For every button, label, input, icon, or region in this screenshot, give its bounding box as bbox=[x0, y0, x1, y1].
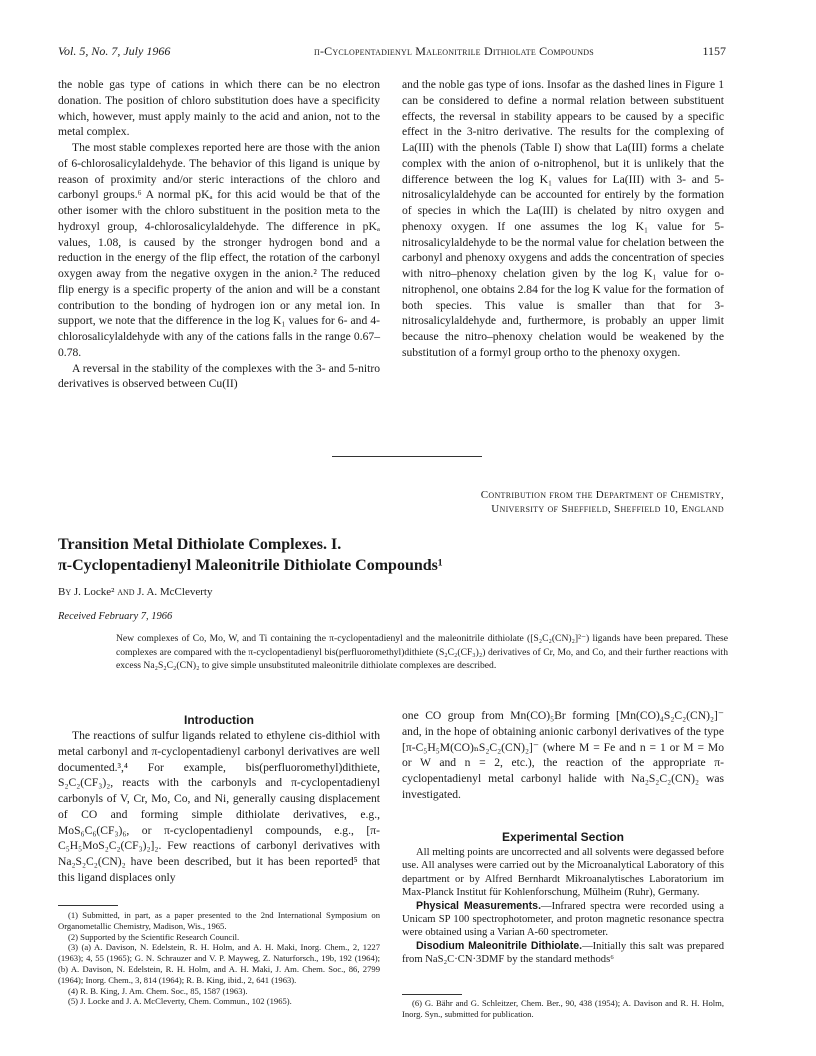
paragraph: The reactions of sulfur ligands related to ethylene cis-dithiol with metal carbonyl and π-cyclopentadienyl carbonyl derivatives are well documented.³,⁴ For example, bis(perfluoromethyl)dithiete, S₂C₂(CF₃)₂, reacts with the carbonyls and π-cyclopentadienyl carbonyls of V, Cr, Mo, Co, and Ni, generally causing displacement of CO and forming simple dithiolate derivatives, e.g., MoS₆C₆(CF₃)₆, or π-cyclopentadienyl compounds, e.g., [π-C₅H₅MoS₂C₂(CF₃)₂]₂. Few reactions of carbonyl derivatives with Na₂S₂C₂(CN)₂ have been described, but it has been reported⁵ that this ligand displaces only bbox=[58, 729, 380, 884]
section-divider bbox=[332, 456, 482, 457]
footnote-rule bbox=[402, 994, 462, 995]
introduction-left bbox=[58, 728, 380, 886]
by-word: By bbox=[58, 586, 72, 598]
received-date: Received February 7, 1966 bbox=[58, 611, 173, 622]
and-word: and bbox=[117, 586, 135, 598]
paragraph: the noble gas type of cations in which there can be no electron donation. The position of chloro substitution does have a specificity which, however, must apply mainly to the acid and anion, not to the metal complex. bbox=[58, 78, 380, 139]
paragraph: Disodium Maleonitrile Dithiolate.—Initially this salt was prepared from NaS₂C·CN·3DMF by the standard methods⁶ bbox=[402, 939, 725, 966]
author: J. Locke² bbox=[73, 586, 115, 598]
affiliation-line: Contribution from the Department of Chemistry, bbox=[480, 489, 724, 501]
subsection-heading: Disodium Maleonitrile Dithiolate. bbox=[416, 939, 583, 952]
abstract: New complexes of Co, Mo, W, and Ti containing the π-cyclopentadienyl and the maleonitrile dithiolate ([S₂C₂(CN)₂]²⁻) ligands have been prepared. These complexes are compared with the π-cyclopentadienyl bis(perfluoromethyl)dithiete (S₂C₂(CF₃)₂) derivatives of Cr, Mo, and Co, and their further reactions with excess Na₂S₂C₂(CN)₂ to give simple unsubstituted maleonitrile dithiolate complexes are described. bbox=[116, 633, 728, 672]
footnote: (2) Supported by the Scientific Research Council. bbox=[68, 931, 240, 942]
footnote: (5) J. Locke and J. A. McCleverty, Chem. Commun., 102 (1965). bbox=[68, 996, 292, 1007]
footnote: (6) G. Bähr and G. Schleitzer, Chem. Ber., 90, 438 (1954); A. Davison and R. H. Holm, Inorg. Syn., submitted for publication. bbox=[402, 998, 724, 1019]
footnote: (3) (a) A. Davison, N. Edelstein, R. H. Holm, and A. H. Maki, Inorg. Chem., 2, 1227 (1963); 4, 55 (1965); G. N. Schrauzer and V. P. Mayweg, Z. Naturforsch., 19b, 192 (1964); (b) A. Davison, N. Edelstein, R. H. Holm, and A. H. Maki, J. Am. Chem. Soc., 86, 2799 (1964); Inorg. Chem., 3, 814 (1964); R. B. King, ibid., 2, 641 (1963). bbox=[58, 942, 380, 985]
right-column-top bbox=[402, 77, 724, 361]
affiliation-line: University of Sheffield, Sheffield 10, England bbox=[491, 503, 724, 515]
paragraph: one CO group from Mn(CO)₅Br forming [Mn(CO)₄S₂C₂(CN)₂]⁻ and, in the hope of obtaining anionic carbonyl derivatives of the type [π-C₅H₅M(CO)ₙS₂C₂(CN)₂]⁻ (where M = Fe and n = 1 or M = Mo or W and n = 2, etc.), the reaction of the appropriate π-cyclopentadienyl metal carbonyl halide with Na₂S₂C₂(CN)₂ was investigated. bbox=[402, 709, 724, 801]
journal-volume: Vol. 5, No. 7, July 1966 bbox=[58, 44, 171, 58]
footnote-rule bbox=[58, 905, 118, 906]
footnote: (1) Submitted, in part, as a paper presented to the 2nd International Symposium on Organometallic Chemistry, Madison, Wis., 1965. bbox=[58, 910, 380, 931]
article-title bbox=[58, 534, 658, 576]
paragraph: and the noble gas type of ions. Insofar as the dashed lines in Figure 1 can be considered to define a normal relation between substituent effects, the reversal in stability appears to be caused by a specific effect in the 3-nitro derivative. The results for the complexing of La(III) with the phenols (Table I) show that La(III) forms a chelate complex with the anion of o-nitrophenol, but it is unlikely that the difference between the log K₁ values for La(III) with 3- and 5-nitrosalicylaldehyde can be accounted for entirely by the formation of species in which the La(III) is chelated by nitro oxygen and phenoxy oxygen. If one assumes the log K₁ value for 5-nitrosalicylaldehyde to be the normal value for chelation between the carbonyl and phenoxy oxygens and adds the concentration of species with nitro–phenoxy chelation given by the log K₁ value for o-nitrophenol, one obtains 2.84 for the log K value for the formation of both species. This value is smaller than that for 3-nitrosalicylaldehyde and, furthermore, is probably an upper limit because the nitro–phenoxy chelation would be weakened by the substitution of a formyl group ortho to the phenoxy oxygen. bbox=[402, 78, 724, 359]
subsection-heading: Physical Measurements. bbox=[416, 899, 542, 912]
paragraph: Physical Measurements.—Infrared spectra were recorded using a Unicam SP 100 spectrophotometer, and proton magnetic resonance spectra were obtained using a Varian A-60 spectrometer. bbox=[402, 899, 724, 939]
paragraph: The most stable complexes reported here are those with the anion of 6-chlorosalicylaldehyde. The behavior of this ligand is unique by reason of proximity and/or steric interactions of the chloro and carbonyl groups.⁶ A normal pKₐ for this acid would be that of the other isomer with the chloro substituent in the position meta to the hydroxyl group, 4-chlorosalicylaldehyde. The difference in pKₐ values, 1.08, is caused by the stronger hydrogen bond and a reduction in the energy of the flip effect, the rotation of the carbonyl oxygen away from the negative oxygen in the anion.² The reduced flip energy is a specific property of the anion and will be a constant contribution to the bonding of hydrogen ion or any metal ion. In support, we note that the difference in the log K₁ values for 6- and 4-chlorosalicylaldehyde with any of the cations falls in the range 0.67–0.78. bbox=[58, 141, 380, 359]
introduction-heading: Introduction bbox=[184, 713, 254, 727]
byline bbox=[58, 586, 212, 598]
footnote: (4) R. B. King, J. Am. Chem. Soc., 85, 1587 (1963). bbox=[68, 985, 248, 996]
contribution-affiliation bbox=[402, 488, 724, 516]
experimental-section bbox=[402, 846, 724, 967]
author: J. A. McCleverty bbox=[137, 586, 213, 598]
experimental-heading: Experimental Section bbox=[501, 830, 625, 844]
title-line: Transition Metal Dithiolate Complexes. I. bbox=[58, 536, 342, 553]
left-column-top bbox=[58, 77, 380, 392]
footnotes-left bbox=[58, 910, 380, 1007]
footnotes-right bbox=[402, 998, 724, 1020]
running-header bbox=[58, 44, 726, 62]
introduction-right bbox=[402, 708, 724, 803]
running-title: π-Cyclopentadienyl Maleonitrile Dithiolate Compounds bbox=[314, 44, 594, 58]
paragraph: All melting points are uncorrected and all solvents were degassed before use. All analyses were carried out by the Microanalytical Laboratory of this department or by Alfred Bernhardt Mikroanalytisches Laboratorium im Max-Planck Institut für Kohlenforschung, Mülheim (Ruhr), Germany. bbox=[402, 847, 724, 899]
page-number: 1157 bbox=[702, 44, 726, 58]
title-line: π-Cyclopentadienyl Maleonitrile Dithiolate Compounds¹ bbox=[58, 557, 443, 574]
paragraph: A reversal in the stability of the complexes with the 3- and 5-nitro derivatives is observed between Cu(II) bbox=[58, 361, 380, 391]
